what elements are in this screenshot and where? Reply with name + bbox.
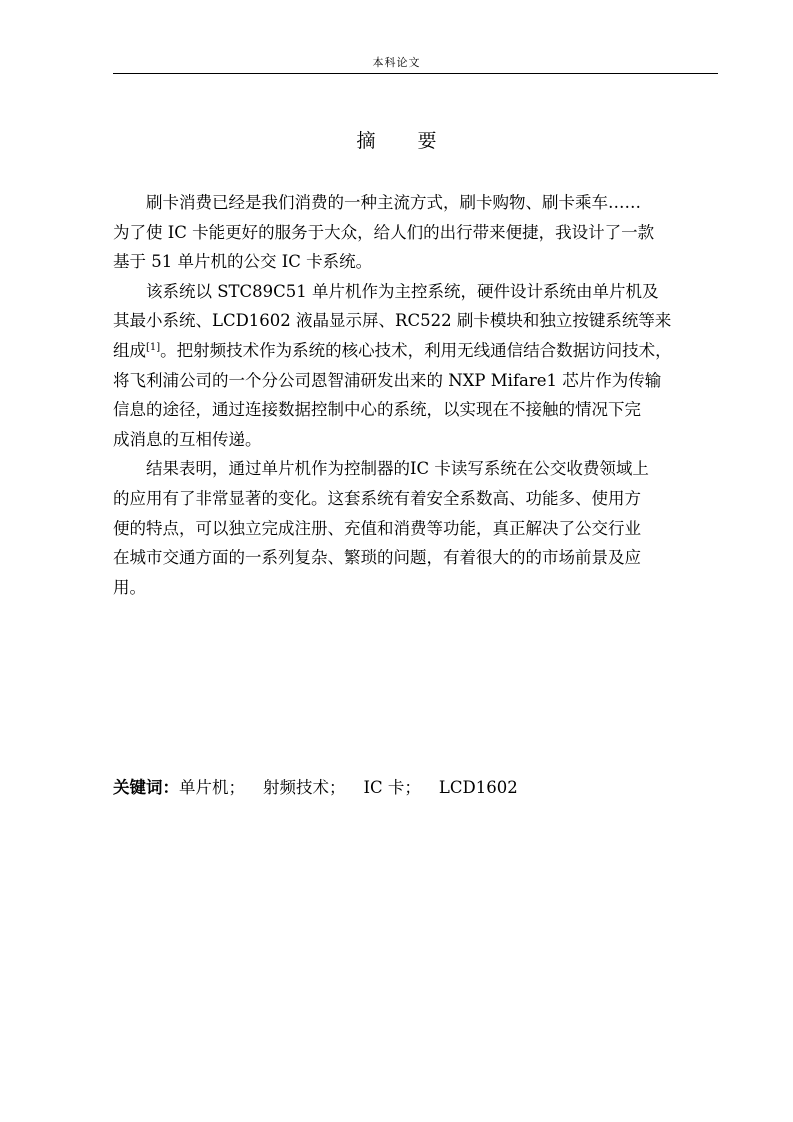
running-header: 本科论文 bbox=[372, 56, 421, 69]
keyword-4: LCD1602 bbox=[438, 778, 518, 797]
keyword-1: 单片机； bbox=[179, 778, 245, 797]
abstract-body bbox=[113, 188, 718, 602]
paragraph-2-text-b: 。把射频技术作为系统的核心技术，利用无线通信结合数据访问技术， 将飞利浦公司的一个分公司恩智浦研发出来的 NXP Mifare1 芯片作为传输 信息的途径，通过连接数据控制中心的系统，以实现在不接触的情况下完 成消息的互相传递。 bbox=[113, 340, 672, 449]
abstract-paragraph-2 bbox=[113, 277, 718, 455]
abstract-title bbox=[0, 129, 793, 153]
citation-1: [1] bbox=[146, 341, 161, 353]
abstract-paragraph-1: 刷卡消费已经是我们消费的一种主流方式，刷卡购物、刷卡乘车…… 为了使 IC 卡能更好的服务于大众，给人们的出行带来便捷，我设计了一款 基于 51 单片机的公交 IC 卡系统。 bbox=[113, 193, 655, 272]
paragraph-2-text-a: 该系统以 STC89C51 单片机作为主控系统，硬件设计系统由单片机及 其最小系统、LCD1602 液晶显示屏、RC522 刷卡模块和独立按键系统等来 组成 bbox=[113, 281, 672, 360]
abstract-paragraph-3: 结果表明，通过单片机作为控制器的IC 卡读写系统在公交收费领域上 的应用有了非常显著的变化。这套系统有着安全系数高、功能多、使用方 便的特点，可以独立完成注册、充值和消费等功能，真正解决了公交行业 在城市交通方面的一系列复杂、繁琐的问题，有着很大的的市场前景及应 用。 bbox=[113, 459, 649, 597]
keyword-3: IC 卡； bbox=[363, 778, 421, 797]
keywords-line bbox=[113, 776, 718, 800]
abstract-title-part1: 摘 bbox=[356, 130, 376, 152]
keywords-label: 关键词： bbox=[113, 778, 179, 797]
abstract-title-part2: 要 bbox=[417, 130, 437, 152]
header-rule bbox=[113, 73, 718, 74]
keyword-2: 射频技术； bbox=[263, 778, 346, 797]
